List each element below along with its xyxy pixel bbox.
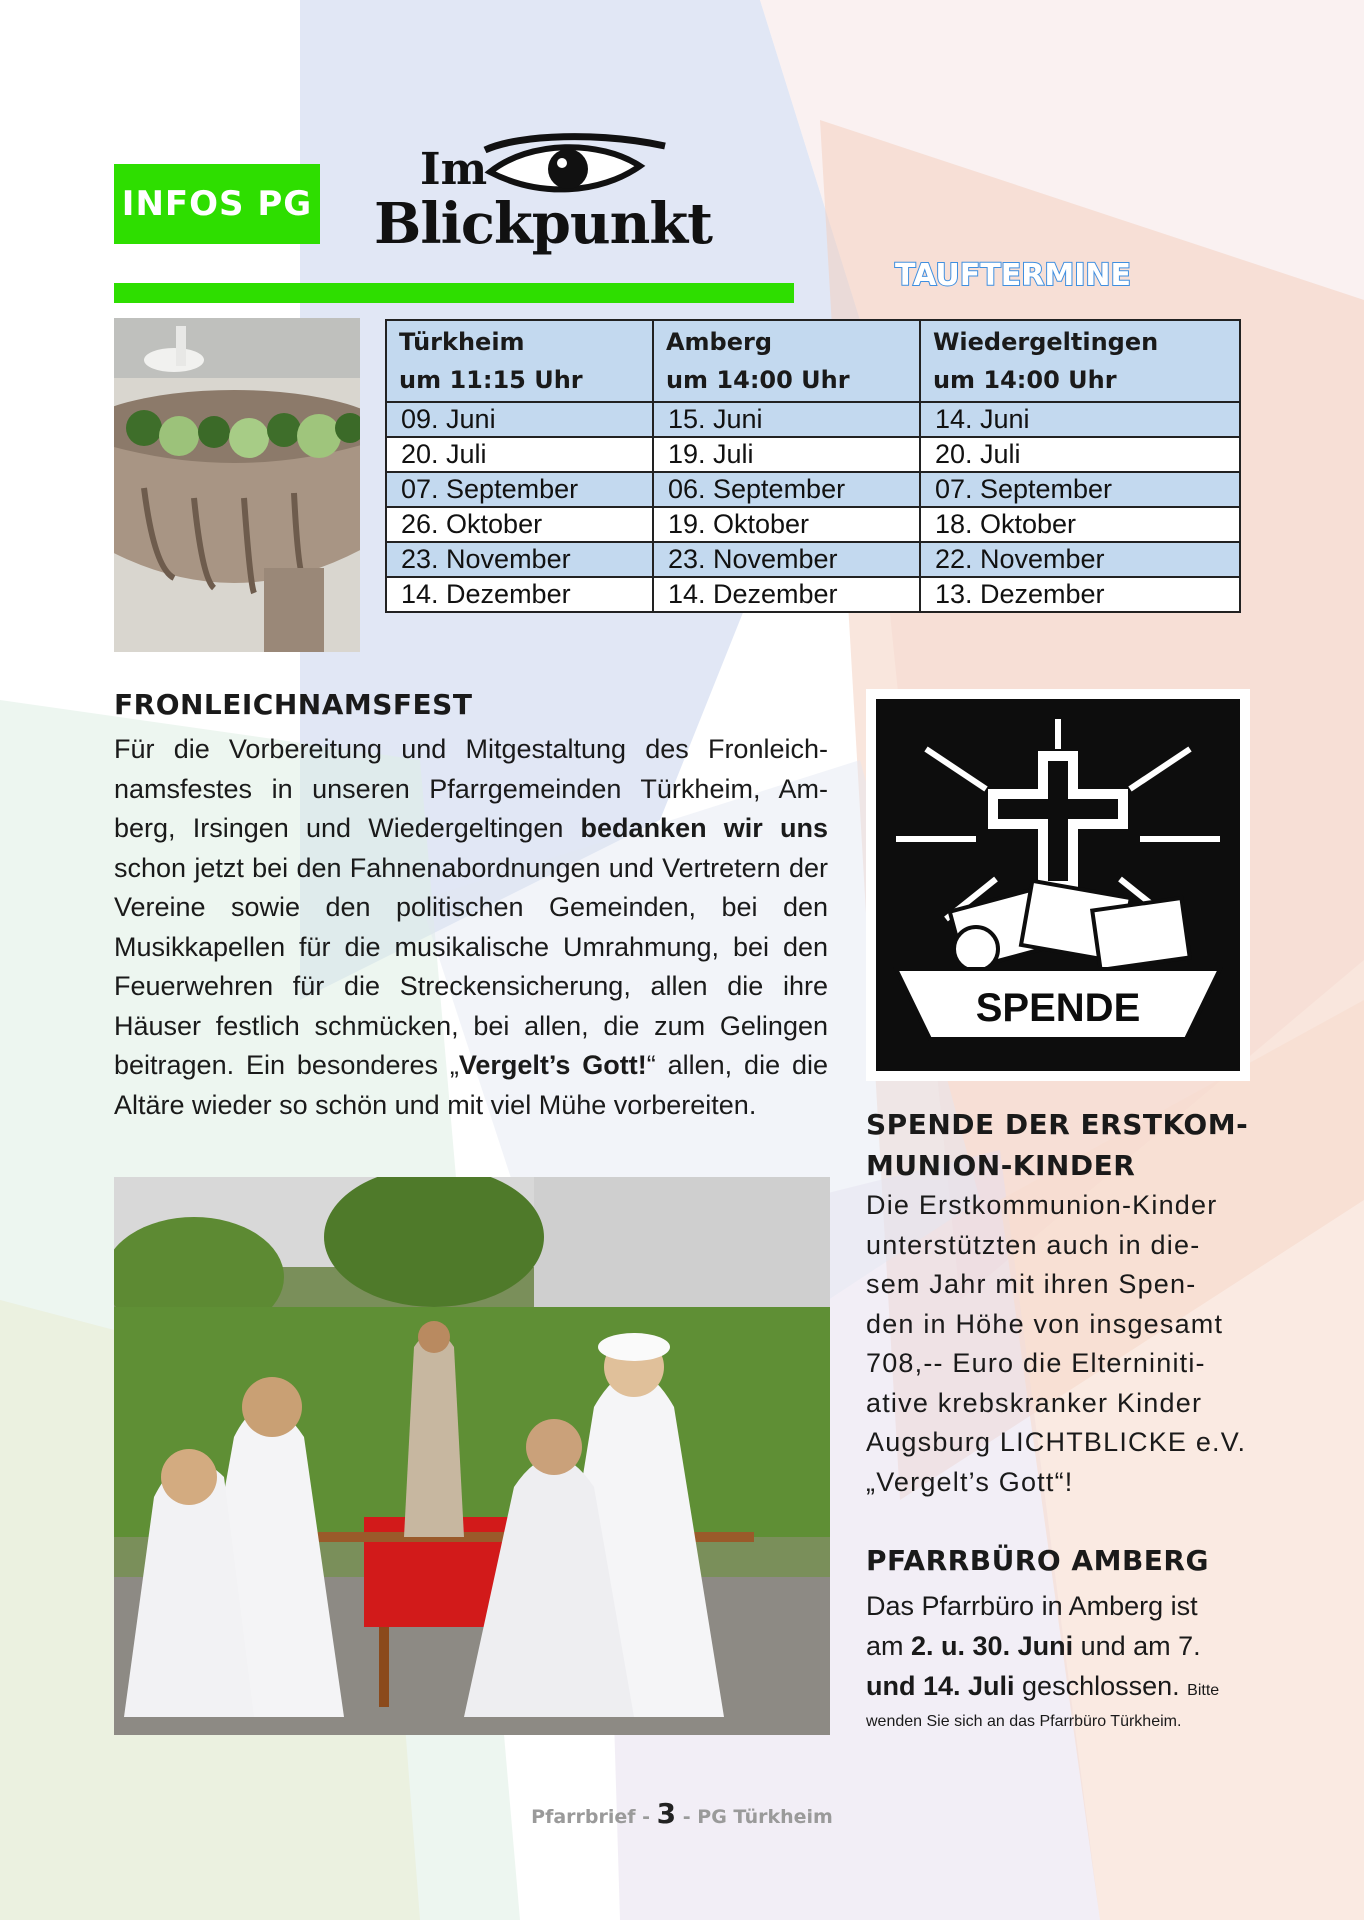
table-row <box>386 507 1240 542</box>
green-divider <box>114 283 794 303</box>
table-cell: 15. Juni <box>653 402 920 437</box>
logo-im-text: Im <box>420 144 488 195</box>
fronleichnam-heading: FRONLEICHNAMSFEST <box>114 688 473 721</box>
spende-heading: SPENDE DER ERSTKOM- MUNION-KINDER <box>866 1108 1249 1182</box>
logo-blickpunkt-text: Blickpunkt <box>374 191 713 257</box>
column-header-wiedergeltingen: Wiedergeltingen um 14:00 Uhr <box>920 320 1240 402</box>
table-cell: 23. November <box>386 542 653 577</box>
fronleichnam-text: Für die Vorbereitung und Mitgestaltung des Fronleich-namsfestes in unseren Pfarrgemeinden Türkheim, Am-berg, Irsingen und Wiedergeltingen bedanken wir uns schon jetzt bei den Fahnenabordnungen und Vertretern der Vereine sowie den politischen Gemeinden, bei den Musikkapellen für die musikalische Umrahmung, bei den Feuerwehren für die Streckensicherung, allen die ihre Häuser festlich schmücken, bei allen, die zum Gelingen beitragen. Ein besonderes „Vergelt’s Gott!“ allen, die die Altäre wieder so schön und mit viel Mühe vorbereiten. <box>114 734 829 1120</box>
table-cell: 19. Oktober <box>653 507 920 542</box>
table-row <box>386 437 1240 472</box>
spende-illustration <box>866 689 1250 1081</box>
table-cell: 22. November <box>920 542 1240 577</box>
im-blickpunkt-logo <box>370 130 713 280</box>
baptismal-font-image <box>114 318 360 652</box>
table-cell: 26. Oktober <box>386 507 653 542</box>
footer-right: - PG Türkheim <box>682 1806 833 1828</box>
table-cell: 19. Juli <box>653 437 920 472</box>
column-header-tuerkheim: Türkheim um 11:15 Uhr <box>386 320 653 402</box>
table-row <box>386 577 1240 612</box>
page-number: 3 <box>656 1797 677 1830</box>
table-header-row <box>386 320 1240 402</box>
pfarrbuero-text: Das Pfarrbüro in Amberg ist am 2. u. 30. Juni und am 7. und 14. Juli geschlossen. Bitte wenden Sie sich an das Pfarrbüro Türkheim. <box>866 1591 1220 1730</box>
pfarrbuero-heading: PFARRBÜRO AMBERG <box>866 1544 1209 1577</box>
table-cell: 09. Juni <box>386 402 653 437</box>
spende-image-label: SPENDE <box>975 986 1141 1030</box>
procession-photo <box>114 1177 830 1735</box>
table-cell: 14. Dezember <box>386 577 653 612</box>
table-cell: 20. Juli <box>386 437 653 472</box>
table-row <box>386 402 1240 437</box>
infos-pg-badge: INFOS PG <box>114 164 320 244</box>
table-cell: 07. September <box>386 472 653 507</box>
table-cell: 07. September <box>920 472 1240 507</box>
spende-text: Die Erstkommunion-Kinder unterstützten auch in die- sem Jahr mit ihren Spen- den in Höhe von insgesamt 708,-- Euro die Elterniniti- ative krebskranker Kinder Augsburg LICHTBLICKE e.V. „Vergelt’s Gott“! <box>866 1190 1247 1497</box>
table-cell: 14. Dezember <box>653 577 920 612</box>
column-header-amberg: Amberg um 14:00 Uhr <box>653 320 920 402</box>
table-row <box>386 472 1240 507</box>
table-row <box>386 542 1240 577</box>
table-cell: 23. November <box>653 542 920 577</box>
page-footer <box>0 1797 1364 1830</box>
table-cell: 14. Juni <box>920 402 1240 437</box>
footer-left: Pfarrbrief - <box>531 1806 651 1828</box>
table-cell: 20. Juli <box>920 437 1240 472</box>
table-cell: 06. September <box>653 472 920 507</box>
tauftermine-table <box>385 319 1241 613</box>
table-cell: 18. Oktober <box>920 507 1240 542</box>
tauftermine-label: TAUFTERMINE <box>895 258 1131 293</box>
table-cell: 13. Dezember <box>920 577 1240 612</box>
